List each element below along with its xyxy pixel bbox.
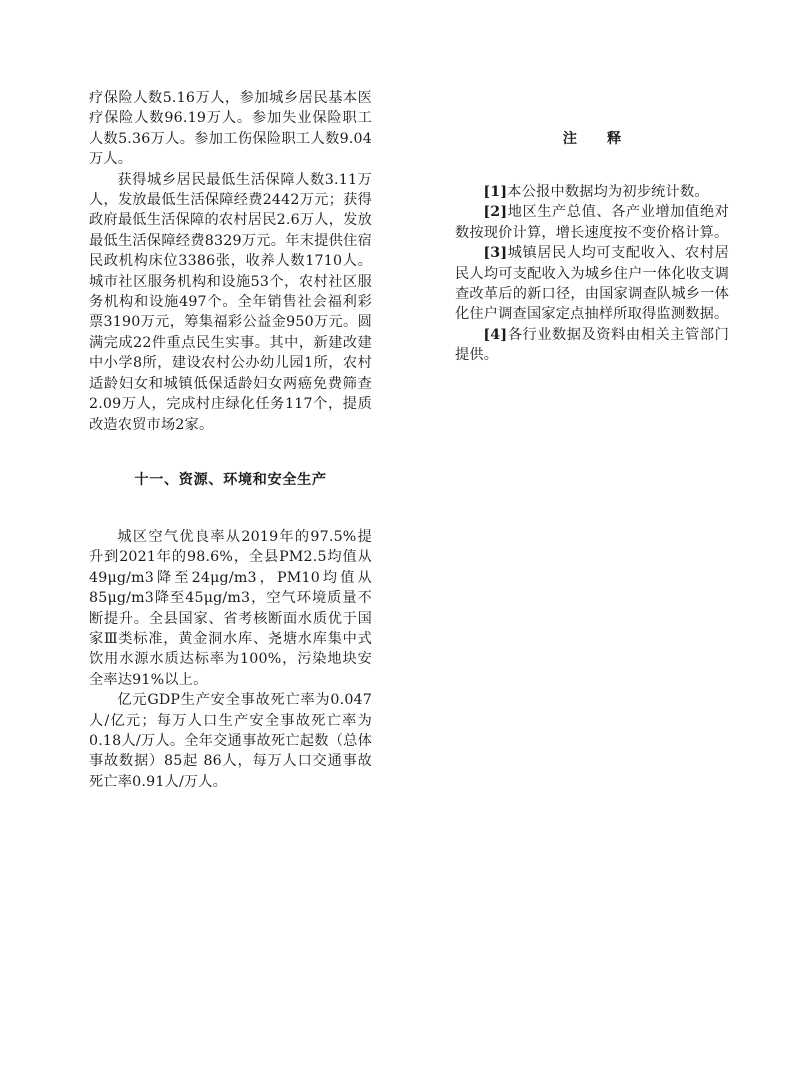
note-2-label: [2] <box>483 204 508 221</box>
note-1-text: 本公报中数据均为初步统计数。 <box>507 184 709 200</box>
paragraph-social-security: 获得城乡居民最低生活保障人数3.11万人，发放最低生活保障经费2442万元；获得政府最低生活保障的农村居民2.6万人，发放最低生活保障经费8329万元。年末提供住宿民政机构床位3386张，收养人数1710人。城市社区服务机构和设施53个，农村社区服务机构和设施497个。全年销售社会福利彩票3190万元，筹集福彩公益金950万元。圆满完成22件重点民生实事。其中，新建改建中小学8所，建设农村公办幼儿园1所，农村适龄妇女和城镇低保适龄妇女两癌免费筛查2.09万人，完成村庄绿化任务117个，提质改造农贸市场2家。 <box>89 171 372 433</box>
note-3 <box>455 243 729 325</box>
paragraph-insurance: 疗保险人数5.16万人，参加城乡居民基本医疗保险人数96.19万人。参加失业保险职工人数5.36万人。参加工伤保险职工人数9.04万人。 <box>89 90 372 168</box>
note-1-label: [1] <box>483 184 508 200</box>
left-column <box>89 88 372 792</box>
note-2 <box>455 202 729 243</box>
note-4-label: [4] <box>483 326 508 343</box>
right-column <box>455 128 729 366</box>
note-4-text: 各行业数据及资料由相关主管部门提供。 <box>455 326 729 364</box>
note-1 <box>455 182 729 202</box>
paragraph-safety: 亿元GDP生产安全事故死亡率为0.047人/亿元；每万人口生产安全事故死亡率为0.18人/万人。全年交通事故死亡起数（总体事故数据）85起 86人，每万人口交通事故死亡率0.91人/万人。 <box>89 692 372 790</box>
notes-title-char-2: 释 <box>607 131 622 147</box>
note-3-text: 城镇居民人均可支配收入、农村居民人均可支配收入为城乡住户一体化收支调查改革后的新口径，由国家调查队城乡一体化住户调查国家定点抽样所取得监测数据。 <box>455 245 729 323</box>
notes-title <box>455 128 729 148</box>
note-4 <box>455 325 729 366</box>
note-2-text: 地区生产总值、各产业增加值绝对数按现价计算，增长速度按不变价格计算。 <box>455 204 729 241</box>
section-title: 十一、资源、环境和安全生产 <box>134 471 327 488</box>
paragraph-environment: 城区空气优良率从2019年的97.5%提升到2021年的98.6%，全县PM2.5均值从49μg/m3降至24μg/m3，PM10均值从85μg/m3降至45μg/m3，空气环境质量不断提升。全县国家、省考核断面水质优于国家Ⅲ类标准，黄金洞水库、尧塘水库集中式饮用水源水质达标率为100%，污染地块安全率达91%以上。 <box>89 528 372 688</box>
note-3-label: [3] <box>483 245 508 262</box>
notes-title-char-1: 注 <box>562 131 577 147</box>
